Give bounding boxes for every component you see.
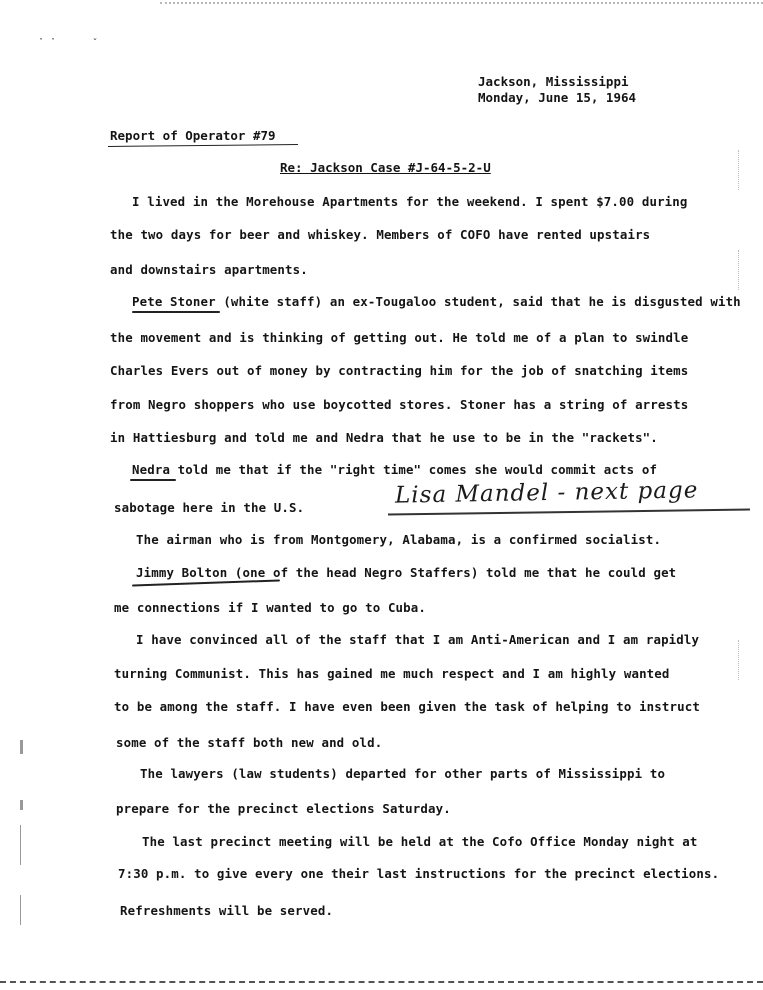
handwritten-note: Lisa Mandel - next page [394,477,699,509]
corner-mark: · · [38,34,57,45]
body-line: I lived in the Morehouse Apartments for the weekend. I spent $7.00 during [132,194,688,209]
margin-speck [738,150,757,190]
margin-speck [20,740,23,754]
body-line: 7:30 p.m. to give every one their last instructions for the precinct elections. [118,866,720,881]
body-line: some of the staff both new and old. [116,735,383,750]
body-line: The airman who is from Montgomery, Alabama, is a confirmed socialist. [136,532,662,547]
header-location: Jackson, Mississippi [478,74,629,89]
body-line: The lawyers (law students) departed for other parts of Mississippi to [140,766,666,781]
name-underline [132,311,220,313]
body-line: I have convinced all of the staff that I am Anti-American and I am rapidly [136,632,700,647]
body-line: from Negro shoppers who use boycotted stores. Stoner has a string of arrests [110,397,689,412]
margin-speck [738,250,757,290]
body-line: Pete Stoner (white staff) an ex-Tougaloo student, said that he is disgusted with [132,294,741,309]
name-underline [132,579,280,586]
body-line: The last precinct meeting will be held at the Cofo Office Monday night at [142,834,698,849]
body-line: Refreshments will be served. [120,903,334,918]
report-title: Report of Operator #79 [110,128,276,143]
handwritten-underline [388,508,750,515]
body-line: sabotage here in the U.S. [114,500,305,515]
body-line: in Hattiesburg and told me and Nedra that he use to be in the "rackets". [110,430,658,445]
margin-speck [20,800,23,810]
body-line: Nedra told me that if the "right time" comes she would commit acts of [132,462,658,477]
corner-mark: ˇ [92,38,99,49]
body-line: the movement and is thinking of getting out. He told me of a plan to swindle [110,330,689,345]
case-subject: Re: Jackson Case #J-64-5-2-U [280,160,491,175]
letter-header [478,74,636,106]
body-line: the two days for beer and whiskey. Members of COFO have rented upstairs [110,227,651,242]
body-line: prepare for the precinct elections Saturday. [116,801,451,816]
margin-speck [20,895,21,925]
top-dotted-edge [160,2,763,4]
body-line: to be among the staff. I have even been given the task of helping to instruct [114,699,700,714]
body-line: and downstairs apartments. [110,262,308,277]
body-line: turning Communist. This has gained me much respect and I am highly wanted [114,666,670,681]
body-line: Jimmy Bolton (one of the head Negro Staffers) told me that he could get [136,565,677,580]
body-line: Charles Evers out of money by contracting him for the job of snatching items [110,363,689,378]
name-underline [130,479,176,481]
report-title-underline [108,144,298,147]
bottom-edge [0,981,763,983]
header-date: Monday, June 15, 1964 [478,90,637,105]
margin-speck [20,825,21,865]
margin-speck [738,640,757,680]
body-line: me connections if I wanted to go to Cuba. [114,600,427,615]
